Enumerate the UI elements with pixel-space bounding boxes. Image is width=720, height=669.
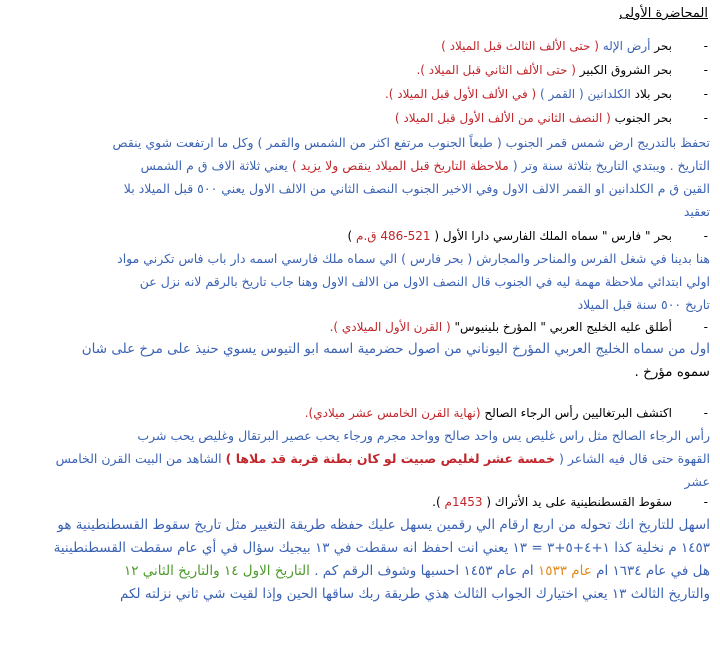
para-line: سموه مؤرخ . — [634, 364, 710, 380]
bullet-suffix: ) — [347, 229, 353, 243]
para-line — [8, 154, 710, 177]
bullet-prefix: بحر — [654, 39, 672, 53]
bullet-place: الكلدانين — [587, 87, 631, 101]
bullet-item-8 — [8, 493, 710, 511]
bullet-prefix: بحر — [654, 63, 672, 77]
commentary-paragraph-2 — [8, 247, 710, 316]
bullet-item-6 — [8, 318, 710, 336]
para-text: ام عام ١٤٥٣ احسبها وشوف الرقم كم . — [314, 563, 534, 579]
bullet-item-7 — [8, 404, 710, 422]
para-line: ١٤٥٣ م نخلية كذا ١+٤+٥+٣ = ١٣ يعني انت احفظ انه سقطت في ١٣ بيجيك سؤال في أي عام سقطت القسطنطينية — [53, 540, 710, 556]
commentary-paragraph-1 — [8, 131, 710, 223]
bullet-item-3 — [8, 85, 710, 103]
para-line: هنا بدينا في شغل الفرس والمناحر والمجارش ( بحر فارس ) الي سماه ملك فارسي اسمه دار باب فاس تكرني مواد — [117, 251, 710, 266]
para-line — [8, 447, 710, 470]
bullet-dash: - — [703, 229, 708, 243]
bullet-dash: - — [703, 87, 708, 101]
bullet-place: أرض الإله — [602, 39, 651, 53]
para-line: القين ق م الكلدانين او القمر الالف الاول وفي الاخير الجنوب النصف الثاني من الالف الاول يعني ٥٠٠ قبل الميلاد بلا — [123, 181, 710, 196]
para-highlight: عام ١٥٣٣ — [537, 563, 592, 579]
bullet-dash: - — [703, 406, 708, 420]
bullet-paren: ( القمر ) — [540, 87, 584, 101]
page-title: المحاضرة الأولى — [619, 6, 708, 21]
bullet-note: ( حتى الألف الثاني قبل الميلاد ). — [416, 63, 576, 77]
bullet-item-4 — [8, 109, 710, 127]
bullet-year: 521-486 ق.م — [356, 229, 431, 243]
bullet-item-2 — [8, 61, 710, 79]
bullet-note: ( في الألف الأول قبل الميلاد ). — [384, 87, 537, 101]
para-line: اسهل للتاريخ انك تحوله من اربع ارقام الي رقمين يسهل عليك حفظه طريقة التغيير مثل تاريخ سقوط القسطنطينية هو — [57, 517, 710, 533]
para-line: عشر — [684, 474, 710, 489]
bullet-item-5 — [8, 227, 710, 245]
para-text: يعني ثلاثة الاف ق م الشمس — [140, 158, 288, 173]
bullet-note: ( النصف الثاني من الألف الأول قبل الميلاد ) — [394, 111, 611, 125]
commentary-paragraph-4 — [8, 424, 710, 493]
para-line — [8, 338, 710, 361]
bullet-prefix: بحر بلاد — [634, 87, 672, 101]
bullet-note: ( حتى الألف الثالث قبل الميلاد ) — [441, 39, 599, 53]
bullet-item-1 — [8, 37, 710, 55]
bullet-dash: - — [703, 39, 708, 53]
commentary-paragraph-5 — [8, 514, 710, 606]
para-text: القهوة حتى قال فيه الشاعر ( — [559, 451, 710, 466]
bullet-note: (نهاية القرن الخامس عشر ميلادي). — [304, 406, 481, 420]
bullet-dash: - — [703, 320, 708, 334]
bullet-prefix: سقوط القسطنطينية على يد الأتراك ( — [486, 495, 672, 509]
para-line — [8, 560, 710, 583]
para-line: اولي ابتدائي ملاحظة مهمة ليه في الجنوب قال النصف الاول من الالف الاول وهنا جاب تاريخ بالرقم لانه نزل عن — [139, 274, 710, 289]
commentary-paragraph-3 — [8, 338, 710, 384]
bullet-prefix: بحر " فارس " سماه الملك الفارسي دارا الأول ( — [434, 229, 672, 243]
para-line: تاريخ ٥٠٠ سنة قبل الميلاد — [577, 297, 710, 312]
para-highlight: التاريخ الاول ١٤ والتاريخ الثاني ١٢ — [123, 563, 310, 579]
para-text: التاريخ . ويبتدي التاريخ بثلاثة سنة وتر ( — [512, 158, 710, 173]
bullet-prefix: اكتشف البرتغاليين رأس الرجاء الصالح — [484, 406, 672, 420]
bullet-place: الشروق الكبير — [579, 63, 651, 77]
bullet-dash: - — [703, 63, 708, 77]
para-line: تحفظ بالتدريج ارض شمس قمر الجنوب ( طبعاً الجنوب مرتفع اكثر من الشمس والقمر ) وكل ما ارتفعت شوي ينقص — [112, 135, 710, 150]
para-highlight: ملاحظة التاريخ قبل الميلاد ينقص ولا يزيد ) — [291, 158, 509, 173]
bullet-dash: - — [703, 111, 708, 125]
para-line: والتاريخ الثالث ١٣ يعني اختيارك الجواب الثالث هذي طريقة ربك ساقها الحين وإذا لقيت شي ثاني نزلته لكم — [119, 586, 710, 602]
bullet-dash: - — [703, 495, 708, 509]
para-line: تعقيد — [683, 204, 710, 219]
para-text: هل في عام ١٦٣٤ ام — [596, 563, 710, 579]
bullet-prefix: أطلق عليه الخليج العربي " المؤرخ بلينيوس" — [454, 320, 672, 334]
bullet-prefix: بحر الجنوب — [614, 111, 672, 125]
para-highlight: خمسة عشر لغليص صبيت لو كان بطنة قربة قد ملاها ) — [225, 451, 556, 466]
bullet-suffix: ). — [432, 495, 441, 509]
para-text: اول من سماه الخليج العربي المؤرخ اليوناني من اصول حضرمية اسمه ابو التيوس يسوي حنيذ على مرخ على شان — [81, 341, 710, 357]
para-text: الشاهد من البيت القرن الخامس — [55, 451, 222, 466]
bullet-note: ( القرن الأول الميلادي ). — [329, 320, 451, 334]
bullet-year: 1453م — [444, 495, 483, 509]
para-line: رأس الرجاء الصالح مثل راس غليص يس واحد صالح وواحد مجرم ورجاء يحب عصير البرتقال وغليص يحب شرب — [137, 428, 710, 443]
